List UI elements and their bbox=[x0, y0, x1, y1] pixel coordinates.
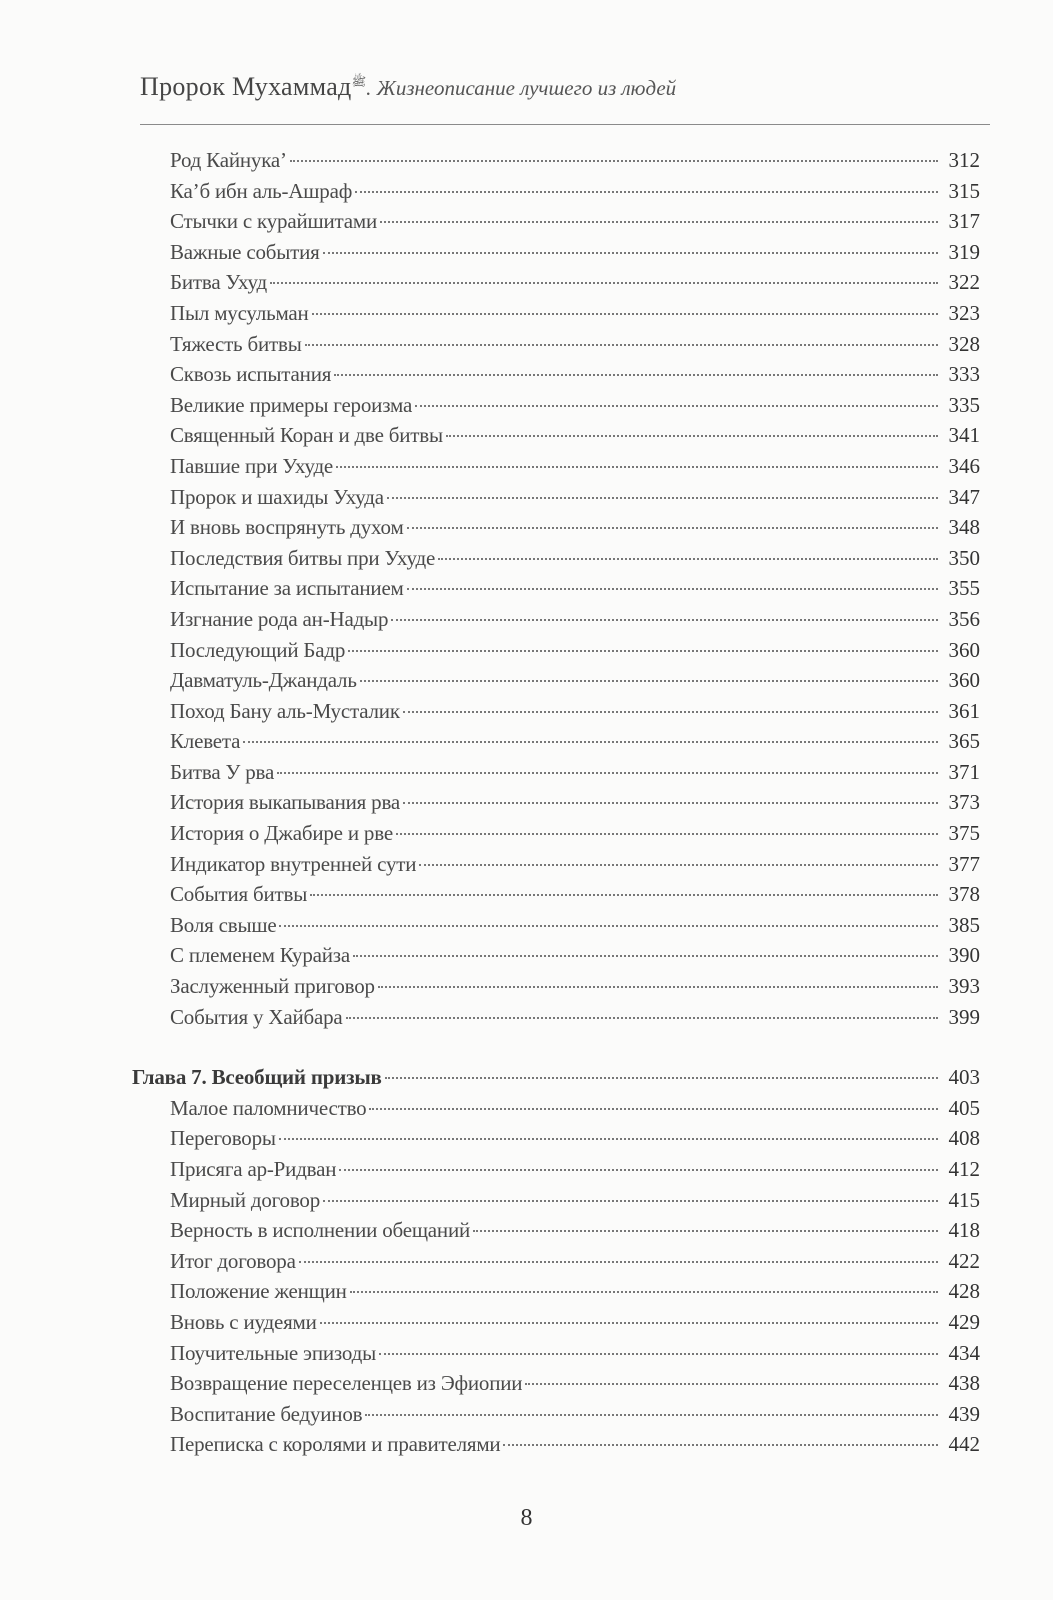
toc-entry[interactable] bbox=[132, 298, 980, 329]
toc-entry-title: События битвы bbox=[170, 882, 308, 907]
toc-entry[interactable] bbox=[132, 390, 980, 421]
toc-entry-title: Битва У рва bbox=[170, 759, 275, 784]
toc-entry-title: Вновь с иудеями bbox=[170, 1309, 317, 1334]
leader-dots bbox=[391, 619, 938, 621]
leader-dots bbox=[473, 1230, 938, 1232]
leader-dots bbox=[369, 1108, 938, 1110]
toc-entry[interactable] bbox=[132, 1429, 980, 1460]
leader-dots bbox=[243, 741, 938, 743]
leader-dots bbox=[353, 955, 938, 957]
leader-dots bbox=[415, 405, 938, 407]
toc-entry-page: 373 bbox=[948, 790, 980, 815]
toc-entry-page: 356 bbox=[948, 606, 980, 631]
toc-entry-page: 377 bbox=[948, 851, 980, 876]
toc-entry[interactable] bbox=[132, 1276, 980, 1307]
toc-entry-page: 438 bbox=[948, 1371, 980, 1396]
toc-entry[interactable] bbox=[132, 1123, 980, 1154]
toc-entry-page: 348 bbox=[948, 515, 980, 540]
toc-entry[interactable] bbox=[132, 1215, 980, 1246]
toc-entry[interactable] bbox=[132, 482, 980, 513]
toc-entry[interactable] bbox=[132, 237, 980, 268]
toc-entry[interactable] bbox=[132, 206, 980, 237]
toc-entry-title: С племенем Курайза bbox=[170, 943, 351, 968]
toc-entry-page: 408 bbox=[948, 1126, 980, 1151]
toc-entry-page: 378 bbox=[948, 882, 980, 907]
toc-entry-title: Сквозь испытания bbox=[170, 362, 332, 387]
toc-entry-title: Испытание за испытанием bbox=[170, 576, 404, 601]
toc-entry-page: 355 bbox=[948, 576, 980, 601]
toc-section-chapter6 bbox=[132, 145, 980, 1032]
leader-dots bbox=[279, 925, 938, 927]
toc-entry-page: 335 bbox=[948, 392, 980, 417]
toc-entry-title: Давматуль-Джандаль bbox=[170, 668, 357, 693]
toc-entry[interactable] bbox=[132, 573, 980, 604]
toc-entry-page: 393 bbox=[948, 974, 980, 999]
toc-entry[interactable] bbox=[132, 451, 980, 482]
toc-entry-title: Род Кайнука’ bbox=[170, 148, 287, 172]
toc-entry-page: 405 bbox=[948, 1095, 980, 1120]
toc-entry-page: 390 bbox=[948, 943, 980, 968]
toc-entry[interactable] bbox=[132, 1399, 980, 1430]
toc-entry-page: 422 bbox=[948, 1248, 980, 1273]
toc-entry[interactable] bbox=[132, 665, 980, 696]
toc-entry-title: Великие примеры героизма bbox=[170, 392, 413, 417]
toc-entry-page: 346 bbox=[948, 453, 980, 478]
toc-entry-title: События у Хайбара bbox=[170, 1004, 343, 1029]
toc-entry-title: Итог договора bbox=[170, 1248, 296, 1273]
toc-entry-title: Положение женщин bbox=[170, 1279, 347, 1304]
toc-entry[interactable] bbox=[132, 512, 980, 543]
toc-entry-title: Важные события bbox=[170, 239, 320, 264]
toc-entry-title: История выкапывания рва bbox=[170, 790, 401, 815]
toc-entry-page: 341 bbox=[948, 423, 980, 448]
toc-entry-page: 347 bbox=[948, 484, 980, 509]
honorific-mark: ﷺ bbox=[351, 74, 367, 89]
toc-entry-page: 323 bbox=[948, 300, 980, 325]
toc-entry[interactable] bbox=[132, 1307, 980, 1338]
toc-entry-title: Малое паломничество bbox=[170, 1095, 367, 1120]
toc-entry-title: Поучительные эпизоды bbox=[170, 1340, 376, 1365]
toc-entry[interactable] bbox=[132, 543, 980, 574]
section-gap bbox=[132, 1032, 980, 1062]
toc-entry[interactable] bbox=[132, 757, 980, 788]
toc-entry-page: 360 bbox=[948, 637, 980, 662]
toc-entry[interactable] bbox=[132, 1338, 980, 1369]
toc-entry[interactable] bbox=[132, 267, 980, 298]
toc-entry-title: Присяга ар-Ридван bbox=[170, 1157, 337, 1181]
toc-entry-title: Клевета bbox=[170, 729, 241, 754]
leader-dots bbox=[310, 894, 938, 896]
leader-dots bbox=[323, 252, 938, 254]
toc-entry-title: Заслуженный приговор bbox=[170, 974, 375, 999]
toc-entry[interactable] bbox=[132, 635, 980, 666]
toc-entry[interactable] bbox=[132, 145, 980, 176]
toc-entry[interactable] bbox=[132, 879, 980, 910]
toc-entry-page: 429 bbox=[948, 1309, 980, 1334]
leader-dots bbox=[270, 282, 938, 284]
leader-dots bbox=[403, 802, 938, 804]
toc-entry-page: 418 bbox=[948, 1218, 980, 1243]
toc-entry-title: Верность в исполнении обещаний bbox=[170, 1218, 471, 1243]
toc-entry[interactable] bbox=[132, 940, 980, 971]
toc-entry-page: 315 bbox=[948, 178, 980, 203]
leader-dots bbox=[365, 1414, 938, 1416]
toc-entry-page: 412 bbox=[948, 1157, 980, 1181]
toc-entry[interactable] bbox=[132, 971, 980, 1002]
toc-entry-title: Переписка с королями и правителями bbox=[170, 1432, 501, 1457]
leader-dots bbox=[438, 558, 938, 560]
table-of-contents bbox=[132, 145, 980, 1460]
leader-dots bbox=[378, 986, 938, 988]
leader-dots bbox=[305, 344, 938, 346]
toc-entry-title: Павшие при Ухуде bbox=[170, 453, 334, 478]
leader-dots bbox=[396, 833, 938, 835]
toc-entry[interactable] bbox=[132, 359, 980, 390]
toc-entry-title: История о Джабире и рве bbox=[170, 821, 393, 846]
toc-entry-page: 371 bbox=[948, 759, 980, 784]
toc-entry-page: 399 bbox=[948, 1004, 980, 1029]
toc-entry[interactable] bbox=[132, 329, 980, 360]
leader-dots bbox=[277, 772, 938, 774]
toc-entry[interactable] bbox=[132, 1002, 980, 1033]
header-author: Пророк Мухаммад bbox=[140, 72, 352, 101]
toc-entry[interactable] bbox=[132, 726, 980, 757]
toc-entry[interactable] bbox=[132, 818, 980, 849]
toc-entry[interactable] bbox=[132, 787, 980, 818]
leader-dots bbox=[446, 435, 938, 437]
toc-entry[interactable] bbox=[132, 176, 980, 207]
leader-dots bbox=[290, 160, 938, 162]
toc-entry-page: 322 bbox=[948, 270, 980, 295]
toc-entry[interactable] bbox=[132, 1185, 980, 1216]
toc-entry-page: 312 bbox=[948, 148, 980, 172]
page-number: 8 bbox=[520, 1505, 533, 1531]
toc-entry-title: Последующий Бадр bbox=[170, 637, 346, 662]
toc-entry[interactable] bbox=[132, 1246, 980, 1277]
toc-entry-title: Переговоры bbox=[170, 1126, 276, 1151]
leader-dots bbox=[525, 1383, 938, 1385]
toc-entry-title: Священный Коран и две битвы bbox=[170, 423, 443, 448]
header-subtitle: . Жизнеописание лучшего из людей bbox=[366, 76, 677, 100]
leader-dots bbox=[419, 864, 938, 866]
leader-dots bbox=[379, 1353, 938, 1355]
leader-dots bbox=[403, 711, 938, 713]
toc-entry-page: 415 bbox=[948, 1187, 980, 1212]
toc-entry-title: Пыл мусульман bbox=[170, 300, 309, 325]
toc-entry-title: Тяжесть битвы bbox=[170, 331, 302, 356]
leader-dots bbox=[380, 221, 938, 223]
toc-entry-page: 319 bbox=[948, 239, 980, 264]
leader-dots bbox=[299, 1261, 938, 1263]
leader-dots bbox=[503, 1444, 938, 1446]
toc-entry[interactable] bbox=[132, 604, 980, 635]
toc-entry-title: Ка’б ибн аль-Ашраф bbox=[170, 178, 353, 203]
toc-entry[interactable] bbox=[132, 849, 980, 880]
leader-dots bbox=[339, 1169, 938, 1171]
toc-entry-page: 365 bbox=[948, 729, 980, 754]
leader-dots bbox=[355, 191, 938, 193]
toc-entry-title: Мирный договор bbox=[170, 1187, 320, 1212]
leader-dots bbox=[348, 650, 938, 652]
toc-entry-page: 428 bbox=[948, 1279, 980, 1304]
toc-entry-page: 360 bbox=[948, 668, 980, 693]
leader-dots bbox=[385, 1077, 938, 1079]
toc-entry[interactable] bbox=[132, 420, 980, 451]
toc-entry-title: И вновь воспрянуть духом bbox=[170, 515, 404, 540]
running-header bbox=[140, 72, 990, 125]
leader-dots bbox=[323, 1200, 938, 1202]
toc-entry-page: 375 bbox=[948, 821, 980, 846]
toc-entry-title: Битва Ухуд bbox=[170, 270, 268, 295]
toc-entry-page: 439 bbox=[948, 1401, 980, 1426]
toc-entry-title: Стычки с курайшитами bbox=[170, 209, 377, 234]
leader-dots bbox=[407, 527, 938, 529]
leader-dots bbox=[336, 466, 938, 468]
toc-entry-title: Возвращение переселенцев из Эфиопии bbox=[170, 1371, 523, 1396]
toc-section-chapter7 bbox=[132, 1093, 980, 1460]
toc-entry[interactable] bbox=[132, 696, 980, 727]
leader-dots bbox=[387, 497, 938, 499]
toc-entry-title: Воспитание бедуинов bbox=[170, 1401, 363, 1426]
toc-entry-page: 442 bbox=[948, 1432, 980, 1457]
leader-dots bbox=[312, 313, 938, 315]
toc-entry-page: 385 bbox=[948, 912, 980, 937]
toc-entry[interactable] bbox=[132, 910, 980, 941]
toc-entry-title: Пророк и шахиды Ухуда bbox=[170, 484, 384, 509]
leader-dots bbox=[350, 1291, 938, 1293]
toc-entry[interactable] bbox=[132, 1154, 980, 1185]
toc-entry-page: 317 bbox=[948, 209, 980, 234]
leader-dots bbox=[320, 1322, 938, 1324]
chapter-title: Глава 7. Всеобщий призыв bbox=[132, 1065, 382, 1090]
toc-entry[interactable] bbox=[132, 1093, 980, 1124]
toc-entry[interactable] bbox=[132, 1368, 980, 1399]
leader-dots bbox=[279, 1138, 938, 1140]
toc-entry-title: Индикатор внутренней сути bbox=[170, 851, 417, 876]
toc-entry-page: 328 bbox=[948, 331, 980, 356]
toc-entry-page: 350 bbox=[948, 545, 980, 570]
toc-entry-title: Изгнание рода ан-Надыр bbox=[170, 606, 389, 631]
leader-dots bbox=[407, 588, 938, 590]
leader-dots bbox=[346, 1017, 938, 1019]
toc-chapter-heading[interactable] bbox=[132, 1062, 980, 1093]
toc-entry-title: Последствия битвы при Ухуде bbox=[170, 545, 436, 570]
toc-entry-page: 333 bbox=[948, 362, 980, 387]
toc-entry-page: 434 bbox=[948, 1340, 980, 1365]
chapter-page: 403 bbox=[948, 1065, 980, 1090]
leader-dots bbox=[360, 680, 938, 682]
toc-entry-title: Воля свыше bbox=[170, 912, 277, 937]
toc-entry-page: 361 bbox=[948, 698, 980, 723]
toc-entry-title: Поход Бану аль-Мусталик bbox=[170, 698, 400, 723]
leader-dots bbox=[334, 374, 938, 376]
